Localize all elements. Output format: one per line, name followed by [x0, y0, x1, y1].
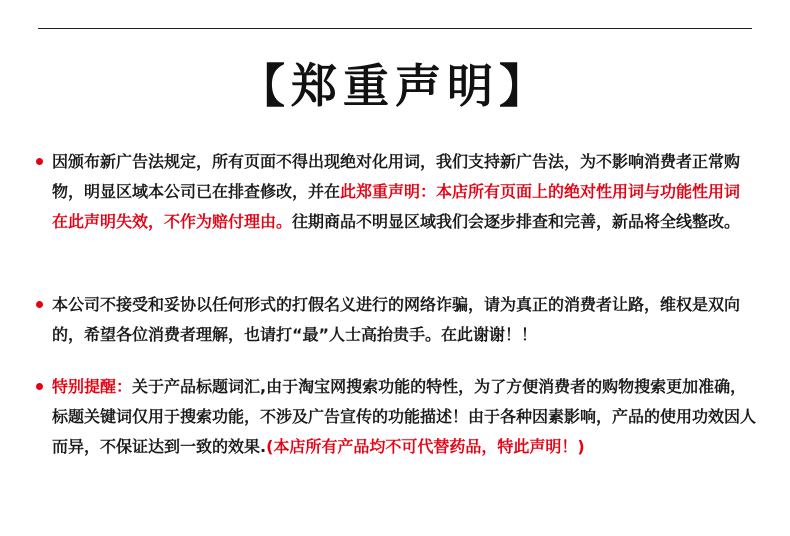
notice-text — [52, 372, 756, 462]
notice-text — [52, 290, 756, 350]
notice-text — [52, 147, 756, 237]
notice-item-anti-fraud — [36, 290, 756, 350]
notice-segment-highlight: 特别提醒： — [52, 377, 133, 396]
notice-segment: 因颁布新广告法规定，所有页面不得出现绝对化用词，我们支持新广告法，为不影响消费者正常购物，明显区域本公司已在排查修改，并在 — [52, 152, 741, 201]
page-title: 【郑重声明】 — [239, 59, 551, 113]
notice-segment-highlight: 此郑重声明：本店所有页面上的绝对性用词与功能性用词在此声明失效，不作为赔付理由。 — [52, 182, 741, 231]
bullet-dot-icon — [36, 301, 43, 308]
bullet-dot-icon — [36, 158, 43, 165]
notice-item-special-reminder — [36, 372, 756, 462]
notice-segment: 往期商品不明显区域我们会逐步排查和完善，新品将全线整改。 — [292, 212, 741, 231]
notice-segment-highlight: (本店所有产品均不可代替药品，特此声明！) — [266, 437, 585, 456]
notice-segment: 关于产品标题词汇,由于淘宝网搜索功能的特性，为了方便消费者的购物搜索更加准确，标题关键词仅用于搜索功能，不涉及广告宣传的功能描述！由于各种因素影响，产品的使用功效因人而异，不保证达到一致的效果. — [52, 377, 757, 456]
notice-segment: 本公司不接受和妥协以任何形式的打假名义进行的网络诈骗，请为真正的消费者让路，维权是双向的，希望各位消费者理解，也请打“最”人士高抬贵手。在此谢谢！！ — [52, 295, 741, 344]
top-divider — [38, 28, 752, 29]
bullet-dot-icon — [36, 383, 43, 390]
notice-item-ad-law — [36, 147, 756, 237]
